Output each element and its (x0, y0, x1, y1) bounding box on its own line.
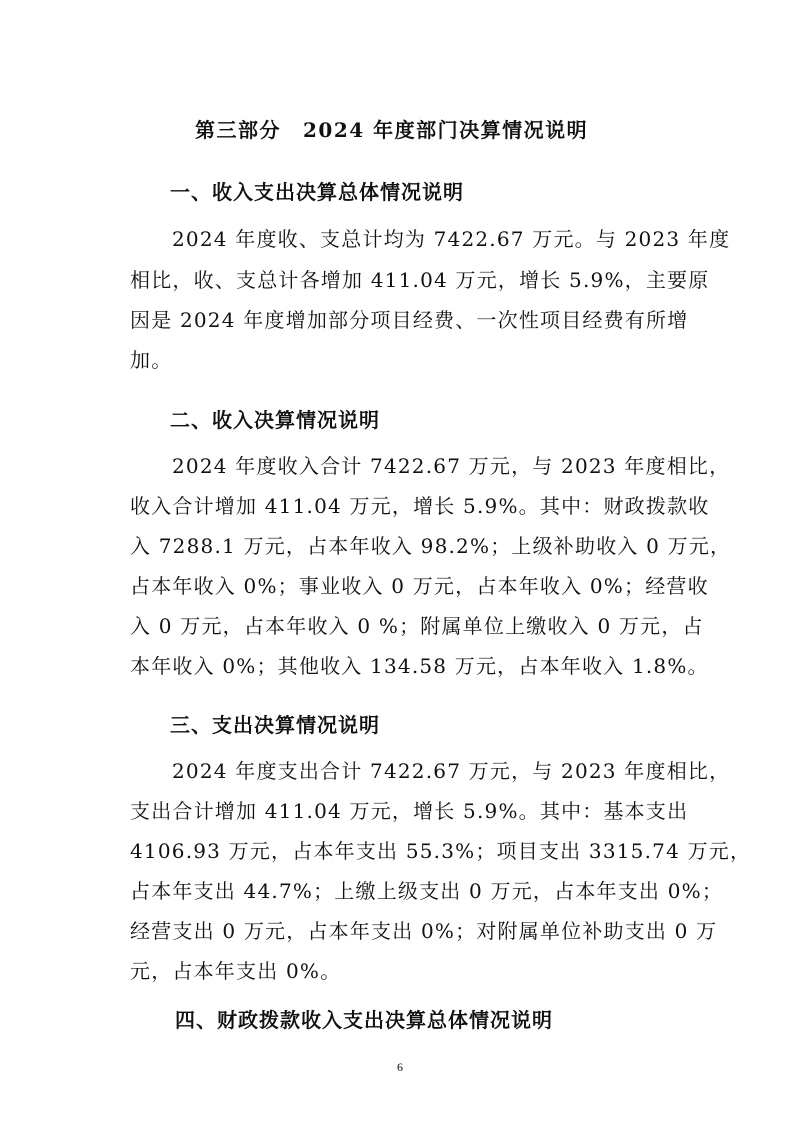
section-2-line-5: 入 0 万元，占本年收入 0 %；附属单位上缴收入 0 万元，占 (130, 614, 704, 638)
section-2-line-2: 收入合计增加 411.04 万元，增长 5.9%。其中：财政拨款收 (130, 494, 710, 518)
section-3-line-1: 2024 年度支出合计 7422.67 万元，与 2023 年度相比， (172, 759, 731, 783)
section-2-line-3: 入 7288.1 万元，占本年收入 98.2%；上级补助收入 0 万元， (130, 534, 732, 558)
section-3-line-6: 元，占本年支出 0%。 (130, 959, 342, 983)
section-1-line-1: 2024 年度收、支总计均为 7422.67 万元。与 2023 年度 (172, 227, 731, 251)
page-title (195, 114, 588, 143)
section-3-line-5: 经营支出 0 万元，占本年支出 0%；对附属单位补助支出 0 万 (130, 919, 718, 943)
page-number: 6 (397, 1060, 403, 1074)
section-heading-1: 一、收入支出决算总体情况说明 (170, 180, 464, 204)
section-heading-4: 四、财政拨款收入支出决算总体情况说明 (175, 1008, 553, 1032)
section-1-line-3: 因是 2024 年度增加部分项目经费、一次性项目经费有所增 (130, 308, 689, 332)
section-1-line-4: 加。 (130, 348, 173, 372)
title-text: 2024 年度部门决算情况说明 (303, 118, 589, 142)
section-heading-3: 三、支出决算情况说明 (170, 713, 380, 737)
part-label: 第三部分 (195, 118, 281, 142)
section-2-line-4: 占本年收入 0%；事业收入 0 万元，占本年收入 0%；经营收 (130, 574, 709, 598)
section-2-line-6: 本年收入 0%；其他收入 134.58 万元，占本年收入 1.8%。 (130, 654, 709, 678)
section-heading-2: 二、收入决算情况说明 (170, 408, 380, 432)
section-1-line-2: 相比，收、支总计各增加 411.04 万元，增长 5.9%，主要原 (130, 268, 710, 292)
section-3-line-4: 占本年支出 44.7%；上缴上级支出 0 万元，占本年支出 0%； (130, 879, 724, 903)
section-3-line-3: 4106.93 万元，占本年支出 55.3%；项目支出 3315.74 万元， (130, 839, 752, 863)
section-2-line-1: 2024 年度收入合计 7422.67 万元，与 2023 年度相比， (172, 454, 731, 478)
section-3-line-2: 支出合计增加 411.04 万元，增长 5.9%。其中：基本支出 (130, 799, 689, 823)
